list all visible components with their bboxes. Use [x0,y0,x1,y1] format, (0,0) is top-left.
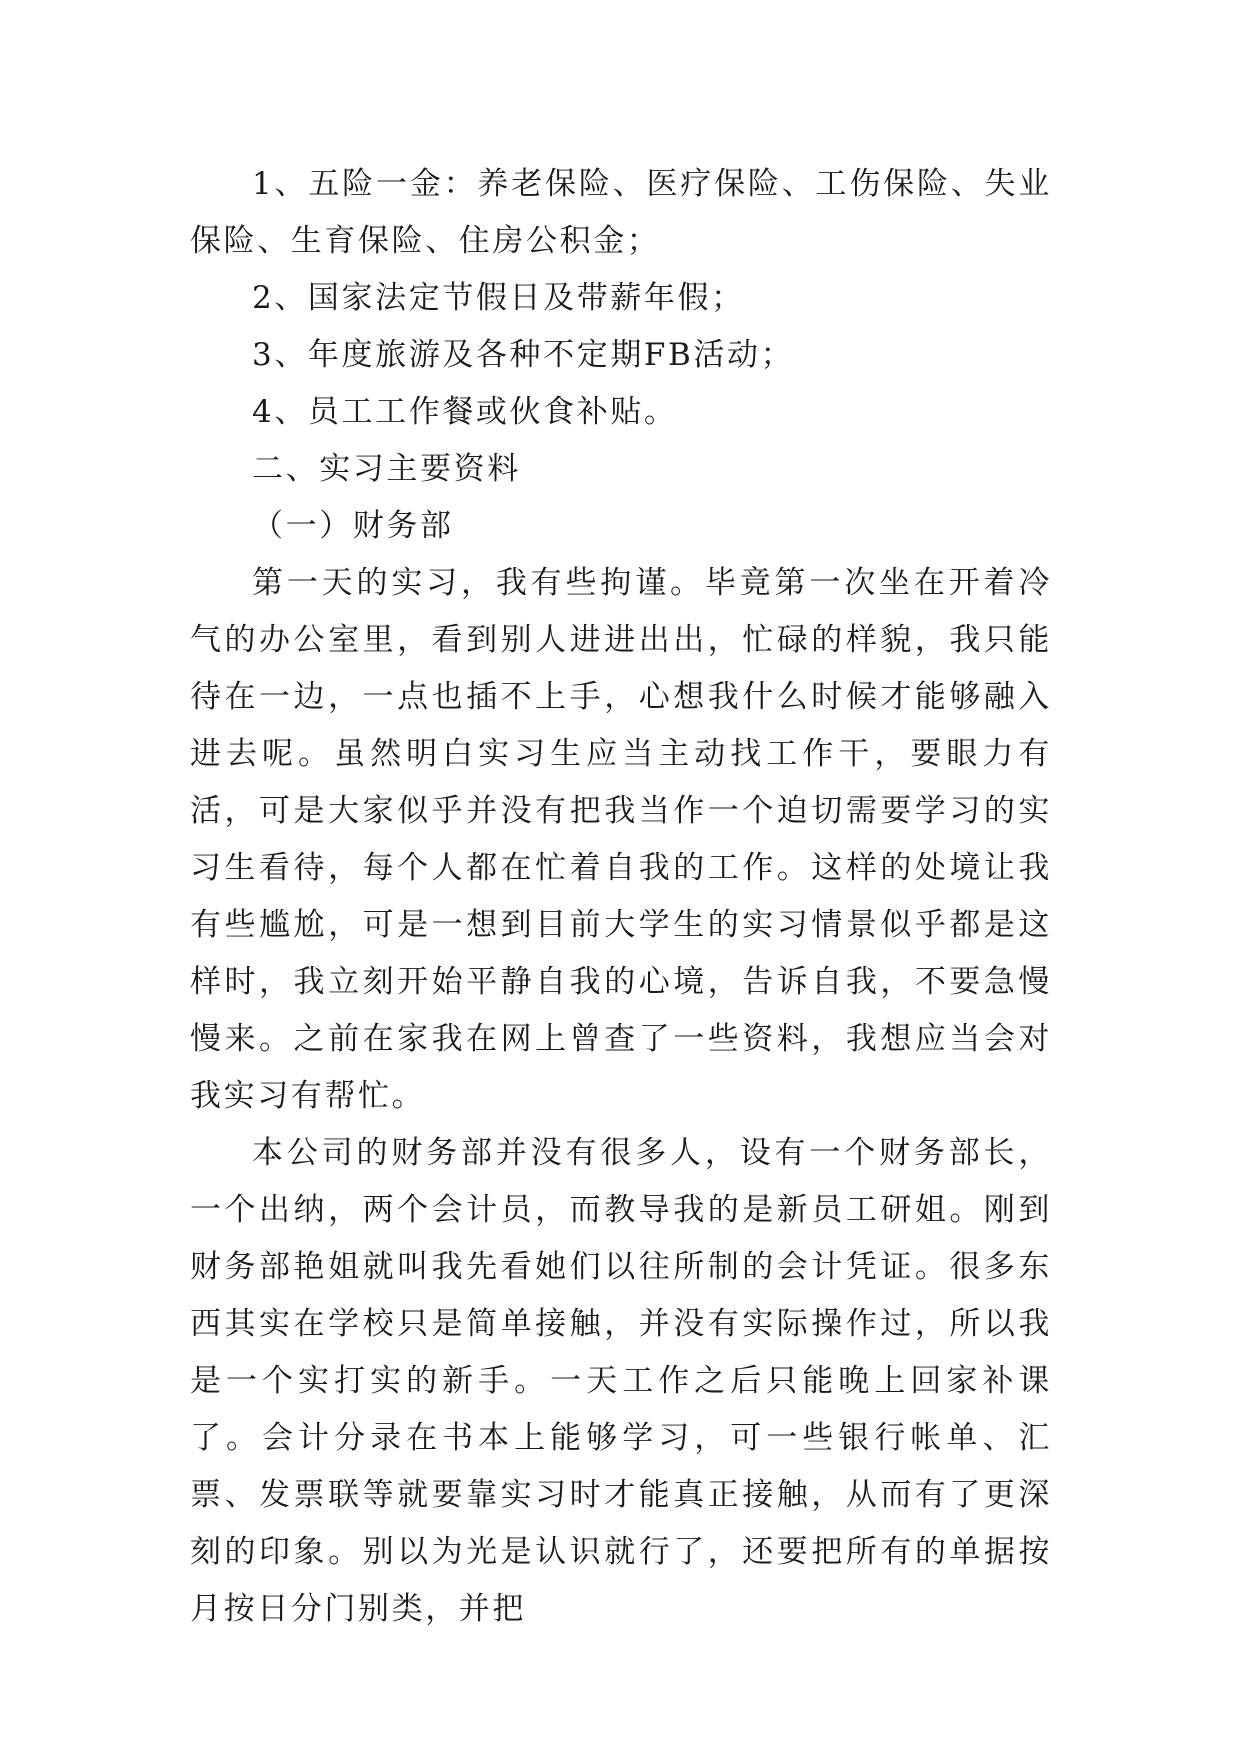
section-heading: 二、实习主要资料 [252,451,521,487]
benefit-item-1: 1、五险一金：养老保险、医疗保险、工伤保险、失业保险、生育保险、住房公积金； [190,166,1052,259]
body-paragraph: 本公司的财务部并没有很多人，设有一个财务部长，一个出纳，两个会计员，而教导我的是新员工研姐。刚到财务部艳姐就叫我先看她们以往所制的会计凭证。很多东西其实在学校只是简单接触，并没有实际操作过，所以我是一个实打实的新手。一天工作之后只能晚上回家补课了。会计分录在书本上能够学习，可一些银行帐单、汇票、发票联等就要靠实习时才能真正接触，从而有了更深刻的印象。别以为光是认识就行了，还要把所有的单据按月按日分门别类，并把 [190,1135,1052,1627]
benefit-item-2: 2、国家法定节假日及带薪年假； [252,280,745,316]
subsection-heading: （一）财务部 [252,508,454,544]
benefit-item-3: 3、年度旅游及各种不定期FB活动； [252,337,795,373]
body-paragraph: 第一天的实习，我有些拘谨。毕竟第一次坐在开着冷气的办公室里，看到别人进进出出，忙碌的样貌，我只能待在一边，一点也插不上手，心想我什么时候才能够融入进去呢。虽然明白实习生应当主动找工作干，要眼力有活，可是大家似乎并没有把我当作一个迫切需要学习的实习生看待，每个人都在忙着自我的工作。这样的处境让我有些尴尬，可是一想到目前大学生的实习情景似乎都是这样时，我立刻开始平静自我的心境，告诉自我，不要急慢慢来。之前在家我在网上曾查了一些资料，我想应当会对我实习有帮忙。 [190,565,1052,1114]
document-body [190,156,1052,1638]
benefit-item-4: 4、员工工作餐或伙食补贴。 [252,394,678,430]
